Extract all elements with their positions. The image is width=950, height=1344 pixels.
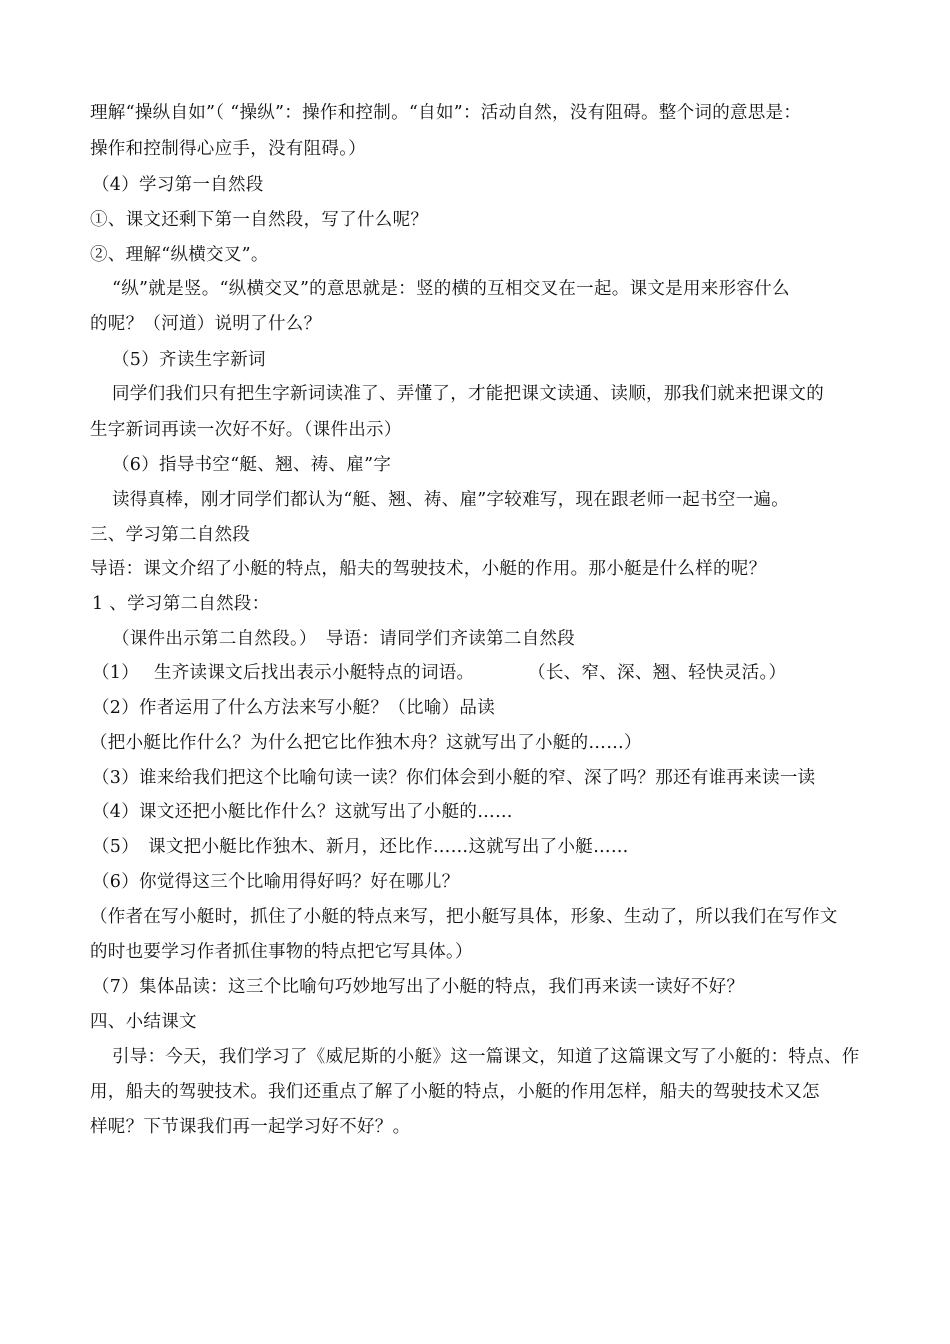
section-heading: 1 、学习第二自然段： bbox=[92, 594, 270, 614]
text-line: （6）你觉得这三个比喻用得好吗？好在哪儿？ bbox=[92, 872, 460, 892]
text-line: （作者在写小艇时，抓住了小艇的特点来写，把小艇写具体，形象、生动了，所以我们在写作文 bbox=[90, 907, 838, 927]
text-line: 导语：课文介绍了小艇的特点，船夫的驾驶技术，小艇的作用。那小艇是什么样的呢？ bbox=[90, 559, 767, 579]
text-line: ①、课文还剩下第一自然段，写了什么呢？ bbox=[90, 210, 429, 230]
text-line: ②、理解“纵横交叉”。 bbox=[90, 245, 269, 265]
text-line: （把小艇比作什么？为什么把它比作独木舟？这就写出了小艇的……） bbox=[90, 733, 642, 753]
text-line: （课件出示第二自然段。） 导语：请同学们齐读第二自然段 bbox=[112, 629, 576, 649]
text-line: 生字新词再读一次好不好。（课件出示） bbox=[90, 420, 402, 440]
text-line: （2）作者运用了什么方法来写小艇？（比喻）品读 bbox=[92, 698, 496, 718]
section-heading: （6）指导书空“艇、翘、祷、雇”字 bbox=[112, 455, 392, 475]
text-line: 的时也要学习作者抓住事物的特点把它写具体。） bbox=[90, 942, 473, 962]
text-line: “纵”就是竖。“纵横交叉”的意思就是：竖的横的互相交叉在一起。课文是用来形容什么 bbox=[112, 279, 790, 299]
text-line: 理解“操纵自如”（ “操纵”：操作和控制。“自如”：活动自然，没有阻碍。整个词的意思是： bbox=[90, 103, 802, 123]
text-line: （4）课文还把小艇比作什么？这就写出了小艇的…… bbox=[92, 802, 513, 822]
text-line: （5） 课文把小艇比作独木、新月，还比作……这就写出了小艇…… bbox=[92, 837, 629, 857]
section-heading: （4）学习第一自然段 bbox=[92, 175, 264, 195]
text-line: 读得真棒，刚才同学们都认为“艇、翘、祷、雇”字较难写，现在跟老师一起书空一遍。 bbox=[112, 490, 790, 510]
section-heading: 三、学习第二自然段 bbox=[90, 525, 251, 545]
text-line: 操作和控制得心应手，没有阻碍。） bbox=[90, 139, 367, 159]
text-line: 同学们我们只有把生字新词读准了、弄懂了，才能把课文读通、读顺，那我们就来把课文的 bbox=[112, 384, 824, 404]
section-heading: 四、小结课文 bbox=[90, 1012, 197, 1032]
section-heading: （5）齐读生字新词 bbox=[112, 350, 266, 370]
text-line: 引导：今天，我们学习了《威尼斯的小艇》这一篇课文，知道了这篇课文写了小艇的：特点、作 bbox=[112, 1047, 860, 1067]
text-line: 的呢？（河道）说明了什么？ bbox=[90, 314, 322, 334]
text-line: 样呢？下节课我们再一起学习好不好？。 bbox=[90, 1117, 411, 1137]
text-line: （7）集体品读：这三个比喻句巧妙地写出了小艇的特点，我们再来读一读好不好？ bbox=[92, 977, 745, 997]
text-line: （1） 生齐读课文后找出表示小艇特点的词语。 （长、窄、深、翘、轻快灵活。） bbox=[92, 663, 787, 683]
text-line: 用，船夫的驾驶技术。我们还重点了解了小艇的特点，小艇的作用怎样，船夫的驾驶技术又怎 bbox=[90, 1082, 820, 1102]
text-line: （3）谁来给我们把这个比喻句读一读？你们体会到小艇的窄、深了吗？那还有谁再来读一读 bbox=[92, 768, 816, 788]
